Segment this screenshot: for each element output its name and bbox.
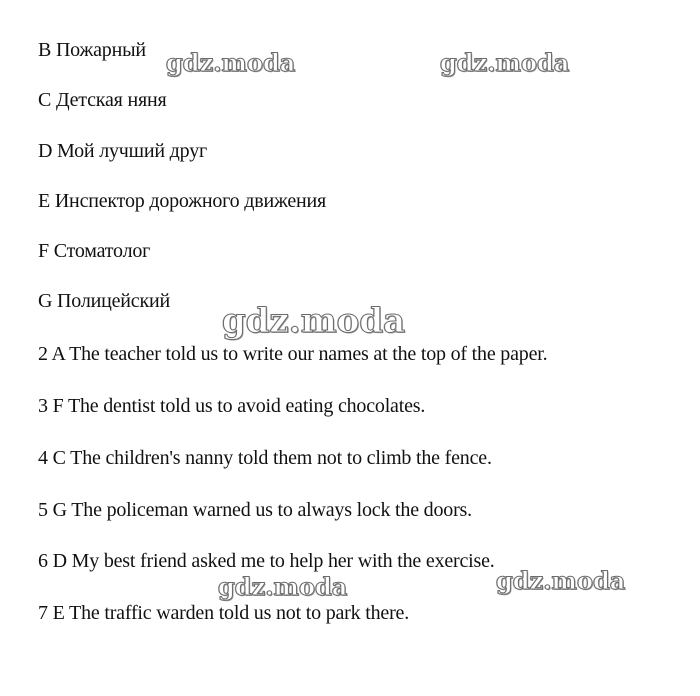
watermark: gdz.moda	[166, 48, 296, 77]
watermark: gdz.moda	[440, 48, 570, 77]
answer-line-3: 3 F The dentist told us to avoid eating chocolates.	[38, 395, 426, 417]
watermark: gdz.moda	[218, 572, 348, 601]
watermark: gdz.moda	[222, 301, 406, 341]
answer-line-c: C Детская няня	[38, 89, 167, 111]
answer-line-2: 2 A The teacher told us to write our names at the top of the paper.	[38, 343, 548, 365]
answer-line-e: E Инспектор дорожного движения	[38, 190, 327, 212]
answer-line-g: G Полицейский	[38, 290, 170, 312]
watermark: gdz.moda	[496, 566, 626, 595]
answer-line-5: 5 G The policeman warned us to always lock the doors.	[38, 499, 472, 521]
answer-line-7: 7 E The traffic warden told us not to park there.	[38, 602, 410, 624]
answer-line-f: F Стоматолог	[38, 240, 151, 262]
answer-line-4: 4 C The children's nanny told them not to climb the fence.	[38, 447, 492, 469]
answer-line-b: B Пожарный	[38, 39, 146, 61]
answer-line-6: 6 D My best friend asked me to help her with the exercise.	[38, 550, 495, 572]
answer-line-d: D Мой лучший друг	[38, 140, 207, 162]
